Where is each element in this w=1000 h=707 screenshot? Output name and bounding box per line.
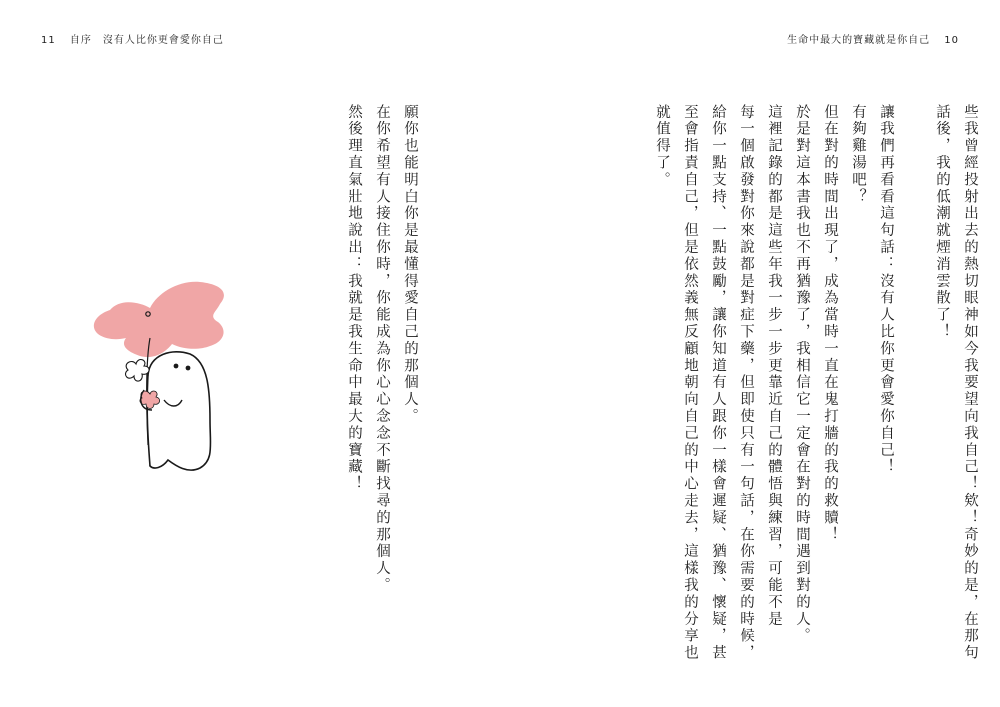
page-number-left: 11 xyxy=(41,35,56,46)
page-header-left xyxy=(41,31,224,46)
ghost-body xyxy=(148,352,211,470)
page-number-right: 10 xyxy=(944,35,959,46)
text-line: 話後，我的低潮就煙消雲散了！ xyxy=(934,104,950,341)
text-line: 些我曾經投射出去的熱切眼神如今我要望向我自己！欸！奇妙的是，在那句 xyxy=(962,104,978,662)
ghost-eye xyxy=(174,364,179,369)
chapter-title-right: 生命中最大的寶藏就是你自己 xyxy=(787,35,931,46)
text-line: 然後理直氣壯地說出：我就是我生命中最大的寶藏！ xyxy=(346,104,362,493)
chapter-title-left: 自序 沒有人比你更會愛你自己 xyxy=(69,35,224,46)
body-text-column xyxy=(340,104,984,662)
text-line: 讓我們再看看這句話：沒有人比你更會愛你自己！ xyxy=(878,104,894,476)
text-line: 就值得了。 xyxy=(654,104,670,189)
text-line: 願你也能明白你是最懂得愛自己的那個人。 xyxy=(402,104,418,426)
text-line: 在你希望有人接住你時，你能成為你心心念念不斷找尋的那個人。 xyxy=(374,104,390,595)
text-line: 至會指責自己，但是依然義無反顧地朝向自己的中心走去，這樣我的分享也 xyxy=(682,104,698,662)
text-line: 有夠雞湯吧？ xyxy=(850,104,866,206)
page-header-right xyxy=(787,31,959,46)
text-line: 這裡記錄的都是這些年我一步一步更靠近自己的體悟與練習，可能不是 xyxy=(766,104,782,628)
white-flower xyxy=(126,360,150,382)
flower-petals xyxy=(94,282,224,357)
text-line: 給你一點支持、一點鼓勵，讓你知道有人跟你一樣會遲疑、猶豫、懷疑，甚 xyxy=(710,104,726,662)
text-line: 每一個啟發對你來說都是對症下藥，但即使只有一句話，在你需要的時候， xyxy=(738,104,754,662)
text-line: 但在對的時間出現了，成為當時一直在鬼打牆的我的救贖！ xyxy=(822,104,838,544)
ghost-flower-illustration xyxy=(80,270,230,500)
text-line: 於是對這本書我也不再猶豫了，我相信它一定會在對的時間遇到對的人。 xyxy=(794,104,810,645)
ghost-mouth xyxy=(164,400,182,406)
ghost-eye xyxy=(186,366,191,371)
